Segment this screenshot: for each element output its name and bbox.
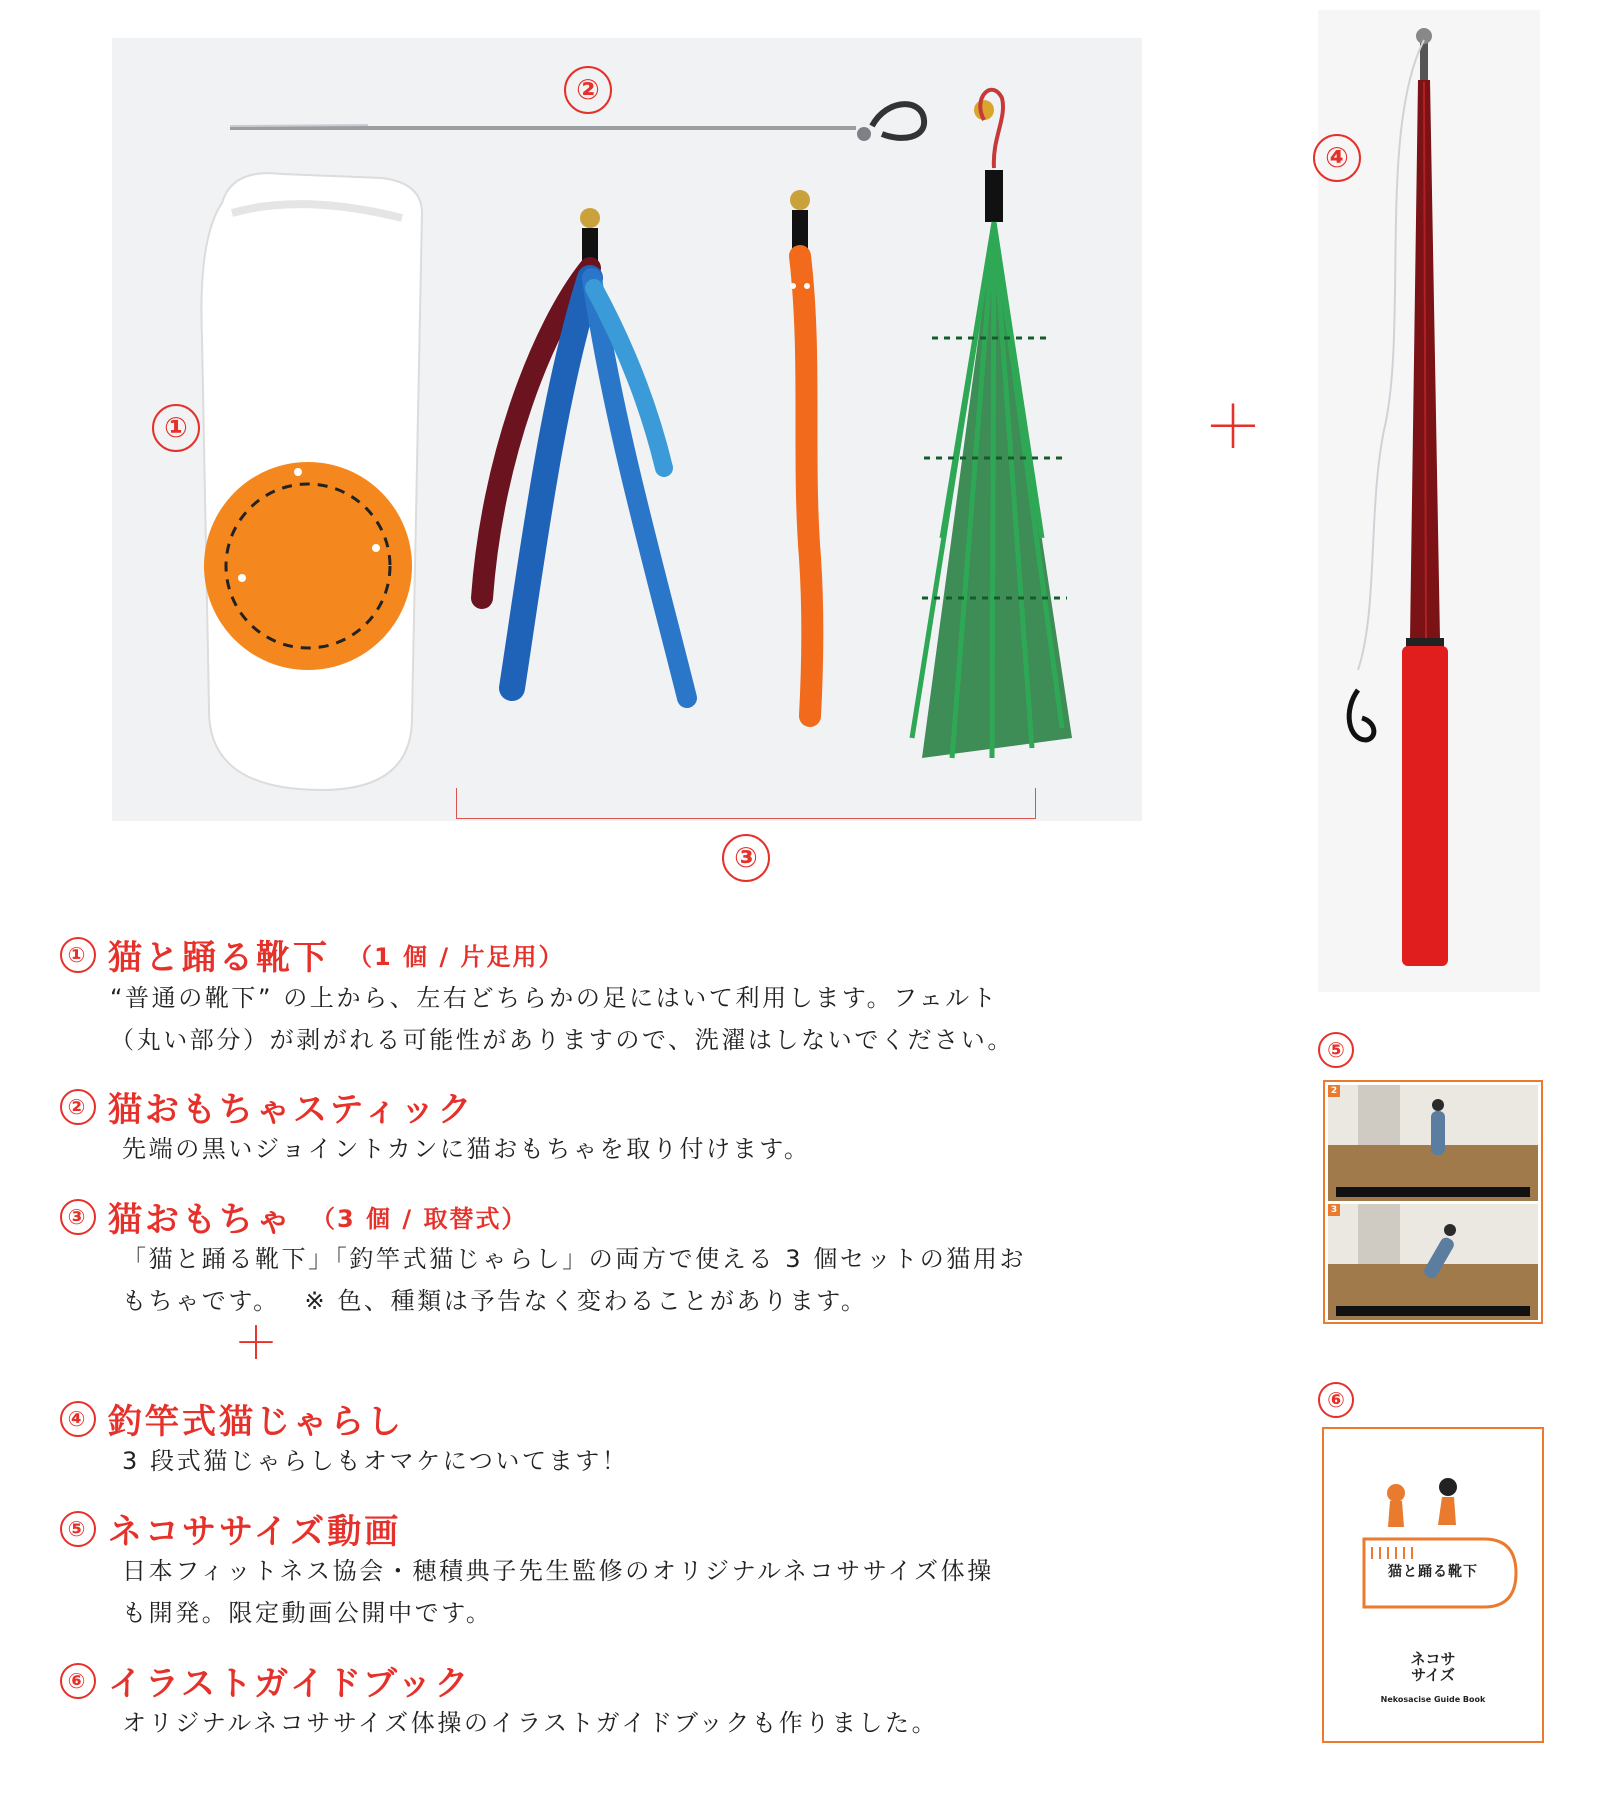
item-6-title xyxy=(60,1656,472,1705)
badge-5: ⑤ xyxy=(1318,1032,1354,1068)
item-4-description: 3 段式猫じゃらしもオマケについてます！ xyxy=(122,1447,629,1475)
item-3-title xyxy=(60,1192,528,1241)
item-4-name: 釣竿式猫じゃらし xyxy=(108,1402,404,1442)
video-frame-1-caption xyxy=(1336,1187,1530,1197)
badge-6: ⑥ xyxy=(1318,1382,1354,1418)
item-1-subtitle: （1 個 / 片足用） xyxy=(348,943,565,971)
video-frame-2[interactable] xyxy=(1328,1204,1538,1320)
item-4-number: ④ xyxy=(60,1401,96,1437)
item-2-description: 先端の黒いジョイントカンに猫おもちゃを取り付けます。 xyxy=(122,1135,811,1163)
video-frame-2-caption xyxy=(1336,1306,1530,1316)
item-6-name: イラストガイドブック xyxy=(108,1664,472,1704)
item-2-name: 猫おもちゃスティック xyxy=(108,1090,475,1130)
plus-sign-2: ＋ xyxy=(234,1318,278,1369)
item-2-title xyxy=(60,1082,475,1131)
badge-1: ① xyxy=(152,404,200,452)
item-5-description: 日本フィットネス協会・穂積典子先生監修のオリジナルネコササイズ体操 も開発。限定動画公開中です。 xyxy=(122,1557,994,1627)
item-1-title xyxy=(60,930,565,979)
badge-2: ② xyxy=(564,66,612,114)
item-1-name: 猫と踊る靴下 xyxy=(108,938,330,978)
video-frame-1[interactable] xyxy=(1328,1085,1538,1201)
toys-bracket xyxy=(456,788,1036,819)
sock xyxy=(201,173,422,790)
book-logo: ネコサ サイズ xyxy=(1410,1650,1456,1684)
plus-sign: ＋ xyxy=(1204,393,1263,461)
video-frame-1-number: 2 xyxy=(1328,1085,1340,1097)
item-5-number: ⑤ xyxy=(60,1511,96,1547)
item-3-description: 「猫と踊る靴下」「釣竿式猫じゃらし」の両方で使える 3 個セットの猫用お もちゃです。 ※ 色、種類は予告なく変わることがあります。 xyxy=(122,1245,1027,1315)
product-photo xyxy=(112,38,1142,821)
guide-book-cover xyxy=(1322,1427,1544,1743)
badge-3: ③ xyxy=(722,834,770,882)
badge-4: ④ xyxy=(1313,134,1361,182)
book-illustration xyxy=(1324,1469,1542,1609)
feather-toy xyxy=(482,208,687,698)
item-1-description: “普通の靴下” の上から、左右どちらかの足にはいて利用します。フェルト （丸い部分）が剥がれる可能性がありますので、洗濯はしないでください。 xyxy=(110,984,1014,1054)
item-2-number: ② xyxy=(60,1089,96,1125)
item-3-name: 猫おもちゃ xyxy=(108,1200,293,1240)
item-5-title xyxy=(60,1504,401,1553)
item-1-number: ① xyxy=(60,937,96,973)
item-6-number: ⑥ xyxy=(60,1663,96,1699)
worm-toy xyxy=(790,190,812,716)
item-3-subtitle: （3 個 / 取替式） xyxy=(311,1205,528,1233)
item-5-name: ネコササイズ動画 xyxy=(108,1512,402,1552)
video-thumbnails[interactable] xyxy=(1323,1080,1543,1324)
felt-circle xyxy=(204,462,412,670)
tinsel-toy xyxy=(912,90,1072,758)
book-title: 猫と踊る靴下 xyxy=(1388,1564,1478,1580)
book-subtitle: Nekosacise Guide Book xyxy=(1380,1695,1486,1704)
item-4-title xyxy=(60,1394,404,1443)
product-illustration xyxy=(112,38,1142,821)
video-frame-2-number: 3 xyxy=(1328,1204,1340,1216)
item-3-number: ③ xyxy=(60,1199,96,1235)
item-6-description: オリジナルネコササイズ体操のイラストガイドブックも作りました。 xyxy=(122,1709,939,1737)
